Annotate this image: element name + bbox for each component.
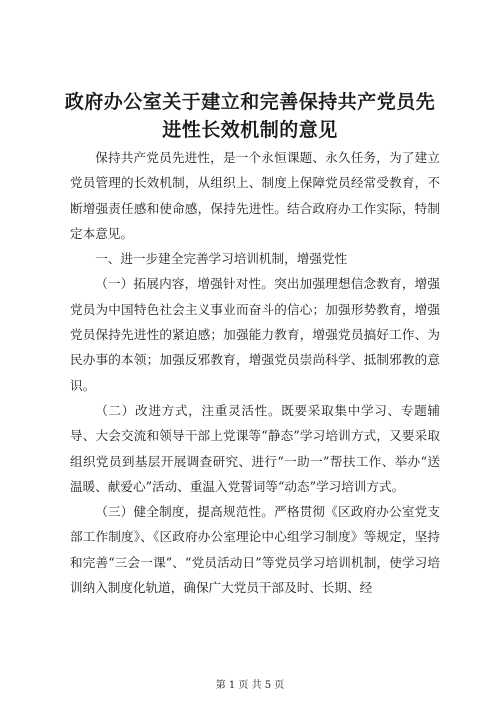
body-paragraph: （三）健全制度，提高规范性。严格贯彻《区政府办公室党支部工作制度》、《区政府办公室理论中心组学习制度》等规定，坚持和完善“三会一课”、“党员活动日”等党员学习培训机制，使学习培训纳入制度化轨道，确保广大党员干部及时、长期、经 [70,504,440,596]
intro-paragraph: 保持共产党员先进性，是一个永恒课题、永久任务，为了建立党员管理的长效机制，从组织上、制度上保障党员经常受教育，不断增强责任感和使命感，保持先进性。结合政府办工作实际，特制定本意见。 [70,150,440,241]
section-heading: 一、进一步建全完善学习培训机制，增强党性 [95,251,348,267]
body-paragraph: （一）拓展内容，增强针对性。突出加强理想信念教育，增强党员为中国特色社会主义事业而奋斗的信心；加强形势教育，增强党员保持先进性的紧迫感；加强能力教育，增强党员搞好工作、为民办事的本领；加强反邪教育，增强党员崇尚科学、抵制邪教的意识。 [70,276,440,393]
document-title: 政府办公室关于建立和完善保持共产党员先进性长效机制的意见 [64,91,436,141]
page-number: 第 1 页 共 5 页 [215,680,285,691]
document-body [70,145,440,600]
body-paragraph: （二）改进方式，注重灵活性。既要采取集中学习、专题辅导、大会交流和领导干部上党课等“静态”学习培训方式，又要采取组织党员到基层开展调查研究、进行“一助一”帮扶工作、举办“送温暖、献爱心”活动、重温入党誓词等“动态”学习培训方式。 [70,402,440,494]
